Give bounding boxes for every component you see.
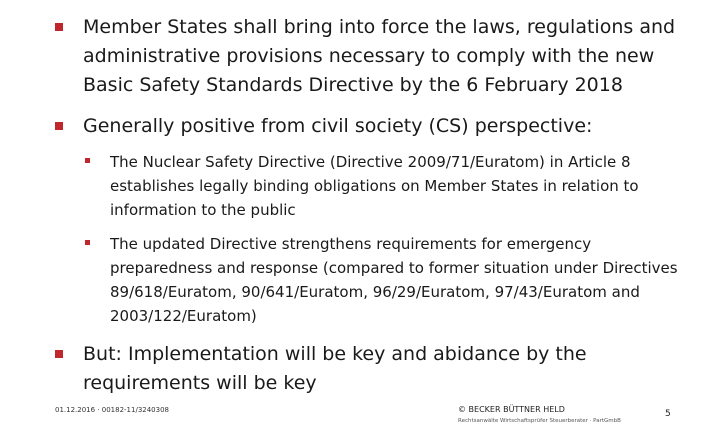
bullet-text: But: Implementation will be key and abidance by the requirements will be key (83, 343, 587, 394)
footer-firm-subtitle: Rechtsanwälte Wirtschaftsprüfer Steuerberater · PartGmbB (458, 418, 621, 424)
sub-bullet-text: The Nuclear Safety Directive (Directive 2009/71/Euratom) in Article 8 establishes legally binding obligations on Member States in relation to information to the public (110, 153, 639, 219)
sub-bullet-item (85, 232, 685, 328)
bullet-item (55, 340, 695, 398)
footer-firm-name: © BECKER BÜTTNER HELD (458, 405, 565, 414)
bullet-marker (55, 23, 63, 31)
bullet-text: Generally positive from civil society (CS) perspective: (83, 115, 593, 137)
page-number: 5 (665, 409, 671, 419)
sub-bullet-item (85, 150, 685, 222)
bullet-marker (55, 122, 63, 130)
bullet-item (55, 112, 695, 141)
sub-bullet-marker (85, 158, 90, 163)
bullet-item (55, 13, 695, 100)
sub-bullet-text: The updated Directive strengthens requirements for emergency preparedness and response (compared to former situation under Directives 89/618/Euratom, 90/641/Euratom, 96/29/Euratom, 97/43/Euratom and 2003/122/Euratom) (110, 235, 678, 325)
sub-bullet-marker (85, 240, 90, 245)
bullet-marker (55, 350, 63, 358)
footer-reference: 01.12.2016 · 00182-11/3240308 (55, 406, 169, 414)
bullet-text: Member States shall bring into force the laws, regulations and administrative provisions necessary to comply with the new Basic Safety Standards Directive by the 6 February 2018 (83, 16, 676, 96)
